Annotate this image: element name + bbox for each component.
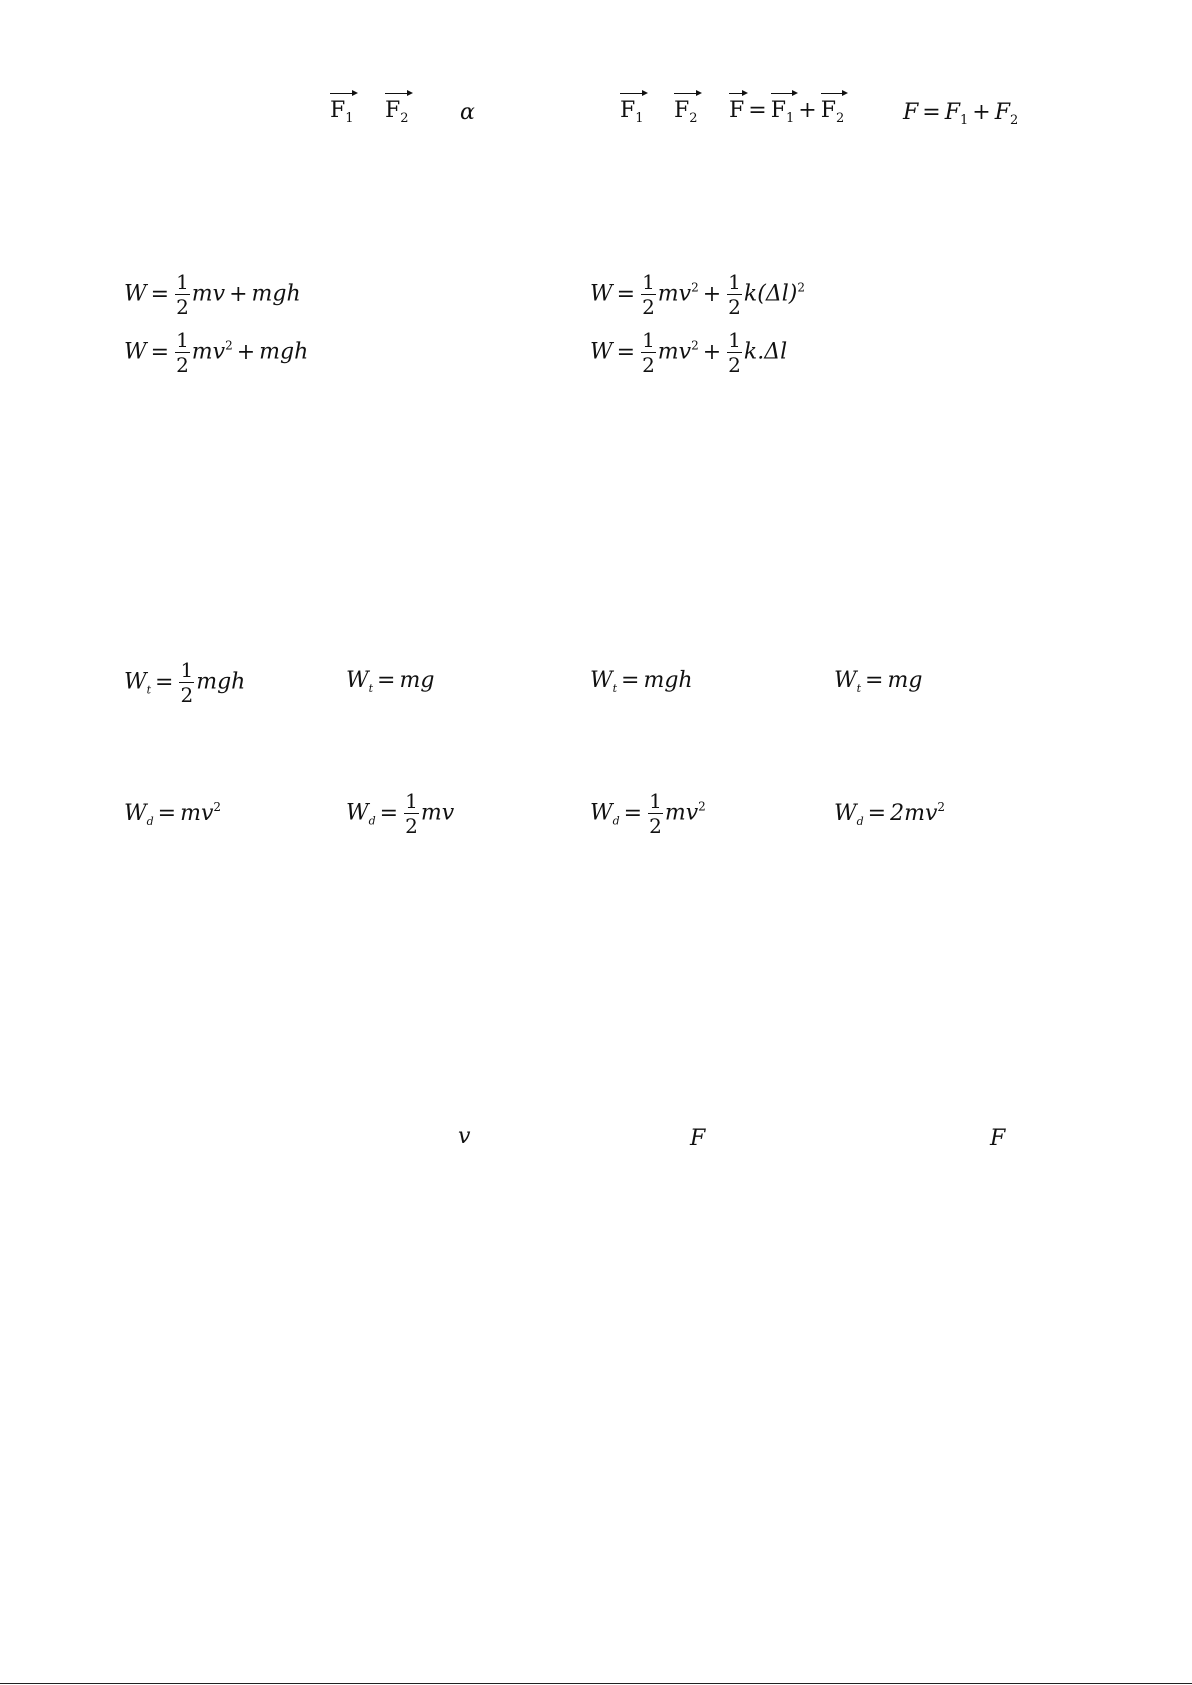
- energy-option-a: W = $\frac{1}{2}$ mv + mgh: [124, 270, 301, 319]
- footer-rule: [0, 1683, 1192, 1684]
- symbol-f-second: F: [990, 1126, 1006, 1151]
- scalar-sum-equation: $F = F_1 + F_2$: [903, 100, 1019, 128]
- angle-alpha: α: [460, 100, 475, 125]
- symbol-f-first: F: [690, 1126, 706, 1151]
- energy-option-d: W = $\frac{1}{2}$ $mv^2$ + $\frac{1}{2}$ k.Δl: [590, 328, 788, 377]
- potential-option-a: $W_t$ = $\frac{1}{2}$ mgh: [124, 658, 246, 707]
- potential-option-c: $W_t$ = mgh: [590, 668, 693, 695]
- vector-sum-equation: $F = F_1 + F_2$: [729, 98, 845, 126]
- potential-option-b: $W_t$ = mg: [346, 668, 435, 695]
- kinetic-option-c: $W_d$ = $\frac{1}{2}$ $mv^2$: [590, 789, 706, 838]
- kinetic-option-d: $W_d = 2mv^2$: [834, 800, 946, 828]
- vector-f2-second: $F_2$: [674, 98, 698, 126]
- energy-option-b: W = $\frac{1}{2}$ $mv^2$ + mgh: [124, 328, 309, 377]
- kinetic-option-a: $W_d = mv^2$: [124, 800, 222, 828]
- vector-f2: $F_2$: [385, 98, 409, 126]
- energy-option-c: W = $\frac{1}{2}$ $mv^2$ + $\frac{1}{2}$ $k(\Delta l)^2$: [590, 270, 805, 319]
- kinetic-option-b: $W_d$ = $\frac{1}{2}$ mv: [346, 789, 455, 838]
- vector-f1: $F_1$: [330, 98, 354, 126]
- potential-option-d: $W_t$ = mg: [834, 668, 923, 695]
- vector-f1-second: $F_1$: [620, 98, 644, 126]
- symbol-v: v: [458, 1124, 471, 1149]
